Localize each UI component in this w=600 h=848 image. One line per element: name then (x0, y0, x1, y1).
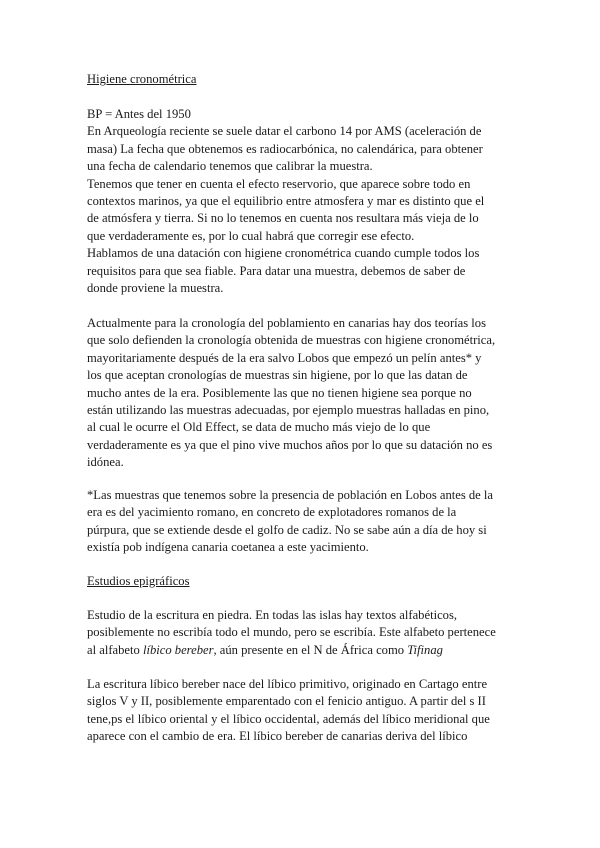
text-line: una fecha de calendario tenemos que calibrar la muestra. (87, 159, 373, 174)
text-line: de atmósfera y tierra. Si no lo tenemos en cuenta nos resultara más vieja de lo (87, 211, 479, 226)
text-line: aparece con el cambio de era. El líbico bereber de canarias deriva del líbico (87, 729, 468, 744)
section-heading: Estudios epigráficos (87, 574, 190, 588)
text-line: Estudio de la escritura en piedra. En todas las islas hay textos alfabéticos, (87, 608, 458, 622)
text-run: , aún presente en el N de África como (213, 642, 408, 657)
text-line: púrpura, que se extiende desde el golfo de cadiz. No se sabe aún a día de hoy si (87, 522, 487, 537)
text-line: existía pob indígena canaria coetanea a este yacimiento. (87, 540, 369, 555)
section-heading: Higiene cronométrica (87, 72, 197, 86)
text-line: Hablamos de una datación con higiene cronométrica cuando cumple todos los (87, 246, 480, 261)
italic-term: líbico bereber (142, 642, 214, 657)
paragraph-lobos-note (87, 487, 527, 557)
text-line: Actualmente para la cronología del poblamiento en canarias hay dos teorías los (87, 316, 487, 330)
text-line: posiblemente no escribía todo el mundo, pero se escribía. Este alfabeto pertenece (87, 625, 496, 640)
paragraph-libico (87, 676, 527, 746)
text-line: contextos marinos, ya que el equilibrio entre atmosfera y mar es distinto que el (87, 194, 485, 209)
text-line: La escritura líbico bereber nace del líbico primitivo, originado en Cartago entre (87, 677, 488, 691)
text-line: Tenemos que tener en cuenta el efecto reservorio, que aparece sobre todo en (87, 176, 471, 191)
heading-epigraficos (87, 573, 527, 590)
text-run: al alfabeto (87, 642, 143, 657)
text-line: mucho antes de la era. Posiblemente las que no tienen higiene sea porque no (87, 385, 472, 400)
text-line: *Las muestras que tenemos sobre la presencia de población en Lobos antes de la (87, 488, 494, 502)
text-line: verdaderamente es ya que el pino vive muchos años por lo que su datación no es (87, 437, 493, 452)
text-line: mayoritariamente después de la era salvo Lobos que empezó un pelín antes* y (87, 350, 482, 365)
text-line: donde proviene la muestra. (87, 281, 224, 296)
text-line: están utilizando las muestras adecuadas, por ejemplo muestras halladas en pino, (87, 403, 490, 418)
text-line: que verdaderamente es, por lo cual habrá que corregir ese efecto. (87, 228, 415, 243)
text-line: al cual le ocurre el Old Effect, se data de mucho más viejo de lo que (87, 420, 431, 435)
italic-term: Tifinag (407, 642, 443, 657)
text-line-mixed (87, 642, 527, 659)
text-line: idónea. (87, 455, 124, 470)
paragraph-chronology (87, 315, 527, 472)
heading-higiene (87, 71, 527, 88)
text-line: era es del yacimiento romano, en concreto de explotadores romanos de la (87, 505, 457, 520)
text-line: En Arqueología reciente se suele datar el carbono 14 por AMS (aceleración de (87, 124, 482, 139)
text-line: tene,ps el líbico oriental y el líbico occidental, además del líbico meridional que (87, 711, 490, 726)
text-line: requisitos para que sea fiable. Para datar una muestra, debemos de saber de (87, 263, 466, 278)
text-line: masa) La fecha que obtenemos es radiocarbónica, no calendárica, para obtener (87, 141, 483, 156)
text-line: siglos V y II, posiblemente emparentado con el fenicio antiguo. A partir del s II (87, 694, 486, 709)
paragraph-dating (87, 106, 527, 297)
text-line: BP = Antes del 1950 (87, 107, 191, 121)
text-line: que solo defienden la cronología obtenida de muestras con higiene cronométrica, (87, 333, 496, 348)
paragraph-escritura (87, 607, 527, 659)
text-line: los que aceptan cronologías de muestras sin higiene, por lo que las datan de (87, 368, 468, 383)
